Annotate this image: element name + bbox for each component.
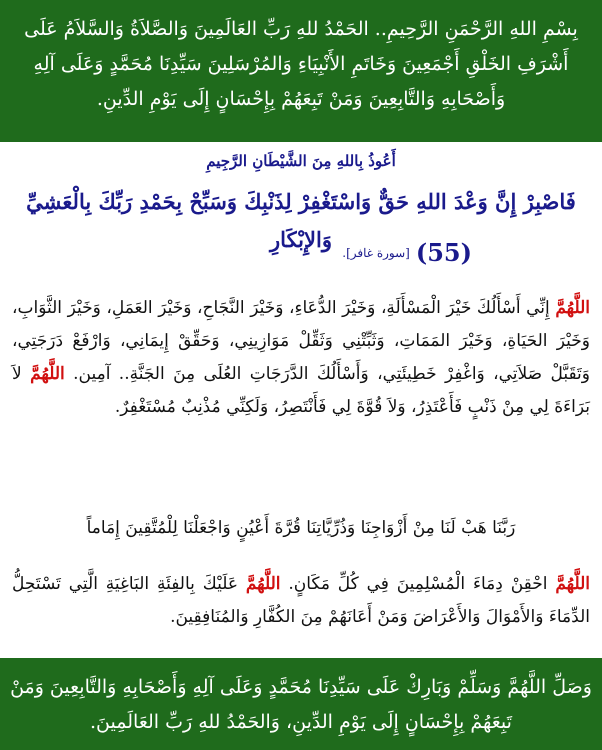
allahumma-word: اللَّهُمَّ — [30, 364, 65, 384]
quran-verse: فَاصْبِرْ إِنَّ وَعْدَ اللهِ حَقٌّ وَاسْتَغْفِرْ لِذَنْبِكَ وَسَبِّحْ بِحَمْدِ رَبِّكَ بِالْعَشِيِّ وَالإِبْكَارِ — [26, 189, 576, 252]
final-supplication — [12, 568, 590, 634]
verse-reference — [342, 238, 472, 267]
header-box — [0, 0, 602, 142]
final-part-1: احْقِنْ دِمَاءَ الْمُسْلِمِينَ فِي كُلِّ مَكَانٍ. — [280, 574, 556, 594]
taawudh-line: أَعُوذُ بِاللهِ مِنَ الشَّيْطَانِ الرَّجِيمِ — [206, 152, 396, 170]
allahumma-word: اللَّهُمَّ — [245, 574, 281, 594]
final-part-2: عَلَيْكَ بِالفِئَةِ البَاغِيَةِ الَّتِي تَسْتَحِلُّ الدِّمَاءَ وَالأَمْوَالَ وَالأَعْرَاضَ وَمَنْ أَعَانَهُمْ مِنَ الكُفَّارِ وَالمُنَافِقِينَ. — [12, 574, 590, 627]
footer-box — [0, 658, 602, 750]
supplication-part-1: إِنِّي أَسْأَلُكَ خَيْرَ الْمَسْأَلَةِ، وَخَيْرَ الدُّعَاءِ، وَخَيْرَ النَّجَاحِ، وَخَيْرَ العَمَلِ، وَخَيْرَ الثَّوَابِ، وَخَيْرَ الحَيَاةِ، وَخَيْرَ المَمَاتِ، وَثَبِّتْنِي وَثَقِّلْ مَوَازِينِي، وَحَقِّقْ إِيمَانِي، وَارْفَعْ دَرَجَتِي، وَتَقَبَّلْ صَلاَتِي، وَاغْفِرْ خَطِيئَتِي، وَأَسْأَلُكَ الدَّرَجَاتِ العُلَى مِنَ الجَنَّةِ.. آمِين. — [12, 298, 590, 384]
verse-number: (55) — [415, 238, 472, 267]
header-text: بِسْمِ اللهِ الرَّحْمَنِ الرَّحِيمِ.. الحَمْدُ للهِ رَبِّ العَالَمِينَ وَالصَّلاَةُ وَالسَّلاَمُ عَلَى أَشْرَفِ الخَلْقِ أَجْمَعِينَ وَخَاتَمِ الأَنْبِيَاءِ وَالمُرْسَلِينَ سَيِّدِنَا مُحَمَّدٍ وَعَلَى آلِهِ وَأَصْحَابِهِ وَالتَّابِعِينَ وَمَنْ تَبِعَهُمْ بِإِحْسَانٍ إِلَى يَوْمِ الدِّينِ. — [24, 18, 578, 110]
footer-text: وَصَلِّ اللَّهُمَّ وَسَلِّمْ وَبَارِكْ عَلَى سَيِّدِنَا مُحَمَّدٍ وَعَلَى آلِهِ وَأَصْحَابِهِ وَالتَّابِعِينَ وَمَنْ تَبِعَهُمْ بِإِحْسَانٍ إِلَى يَوْمِ الدِّينِ، وَالحَمْدُ للهِ رَبِّ العَالَمِينَ. — [10, 676, 592, 733]
rabbana-verse: رَبَّنَا هَبْ لَنَا مِنْ أَزْوَاجِنَا وَذُرِّيَّاتِنَا قُرَّةَ أَعْيُنٍ وَاجْعَلْنَا لِلْمُتَّقِينَ إِمَاماً — [86, 518, 516, 538]
surah-name: [سورة غافر]. — [342, 245, 410, 260]
allahumma-word: اللَّهُمَّ — [555, 298, 590, 318]
allahumma-word: اللَّهُمَّ — [555, 574, 590, 594]
supplication-part-2: لاَ بَرَاءَةَ لِي مِنْ ذَنْبٍ فَأَعْتَذِرُ، وَلاَ قُوَّةَ لِي فَأَنْتَصِرُ، وَلَكِنِّي مُذْنِبٌ مُسْتَغْفِرٌ. — [12, 364, 590, 417]
main-supplication — [12, 292, 590, 424]
